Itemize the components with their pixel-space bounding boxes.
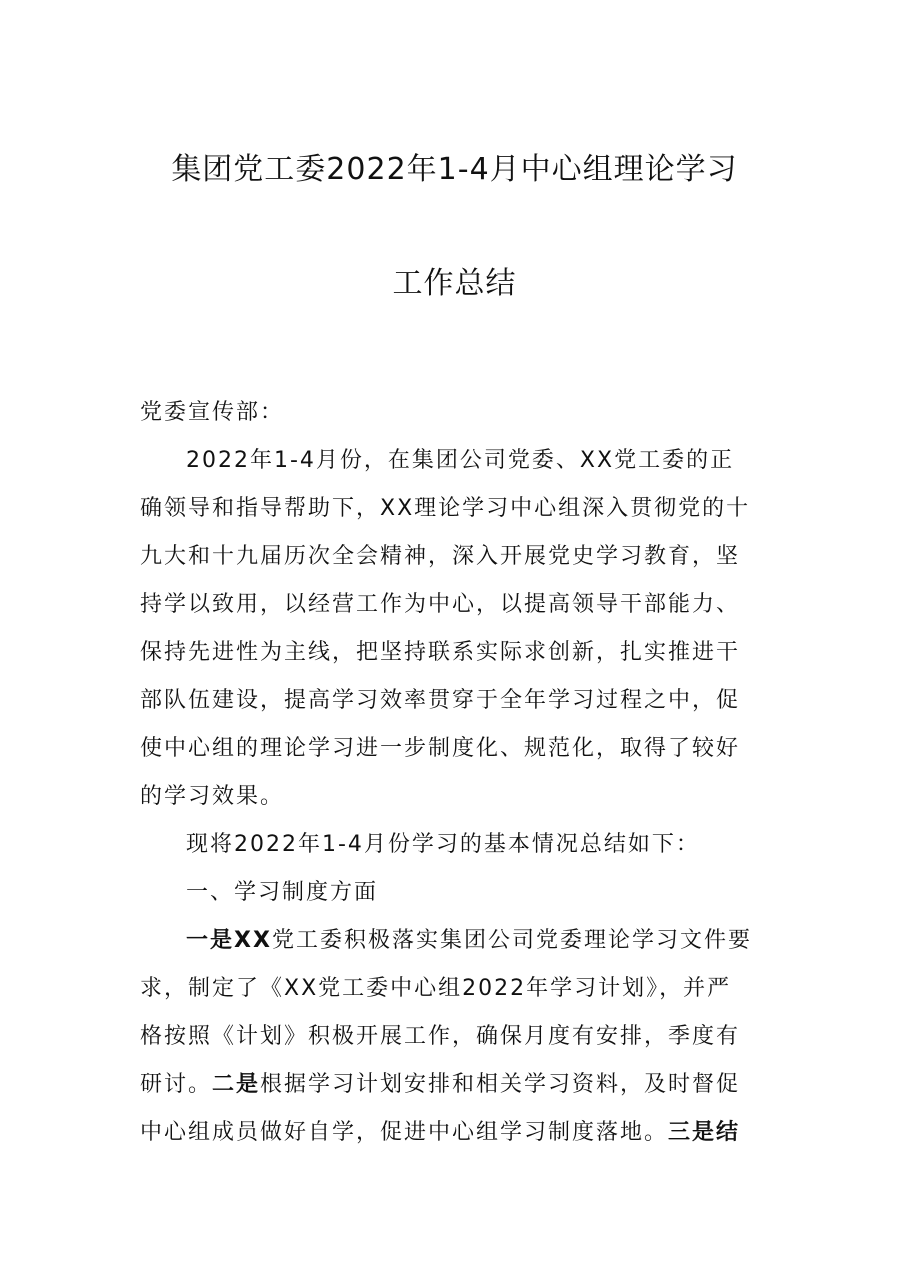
paragraph-line: 求，制定了《XX党工委中心组2022年学习计划》，并严	[140, 976, 732, 1001]
paragraph-line: 格按照《计划》积极开展工作，确保月度有安排，季度有	[140, 1024, 741, 1049]
paragraph-text: 党工委积极落实集团公司党委理论学习文件要	[271, 928, 752, 953]
bold-lead-text: 二是	[212, 1072, 261, 1097]
bold-lead-text: 三是结	[668, 1120, 741, 1145]
paragraph-text: 中心组成员做好自学，促进中心组学习制度落地。	[140, 1120, 669, 1145]
paragraph-line: 保持先进性为主线，把坚持联系实际求创新，扎实推进干	[140, 640, 741, 665]
bold-lead-text: 一是XX	[186, 928, 272, 953]
section-heading: 一、学习制度方面	[186, 880, 379, 905]
paragraph-text: 研讨。	[140, 1072, 213, 1097]
document-title-line-2: 工作总结	[392, 266, 517, 301]
salutation: 党委宣传部：	[140, 400, 285, 425]
paragraph-line: 部队伍建设，提高学习效率贯穿于全年学习过程之中，促	[140, 688, 741, 713]
paragraph-line	[140, 1061, 768, 1109]
paragraph-line	[140, 1109, 768, 1157]
document-title-line-1: 集团党工委2022年1-4月中心组理论学习	[171, 152, 738, 187]
paragraph-line: 的学习效果。	[140, 784, 285, 809]
paragraph-line: 持学以致用，以经营工作为中心，以提高领导干部能力、	[140, 592, 741, 617]
paragraph-text: 根据学习计划安排和相关学习资料，及时督促	[260, 1072, 741, 1097]
summary-intro-line: 现将2022年1-4月份学习的基本情况总结如下：	[186, 832, 700, 857]
paragraph-line	[186, 917, 814, 965]
paragraph-line: 使中心组的理论学习进一步制度化、规范化，取得了较好	[140, 736, 741, 761]
paragraph-line: 2022年1-4月份，在集团公司党委、XX党工委的正	[186, 448, 735, 473]
paragraph-line: 确领导和指导帮助下，XX理论学习中心组深入贯彻党的十	[140, 496, 751, 521]
paragraph-line: 九大和十九届历次全会精神，深入开展党史学习教育，坚	[140, 544, 741, 569]
